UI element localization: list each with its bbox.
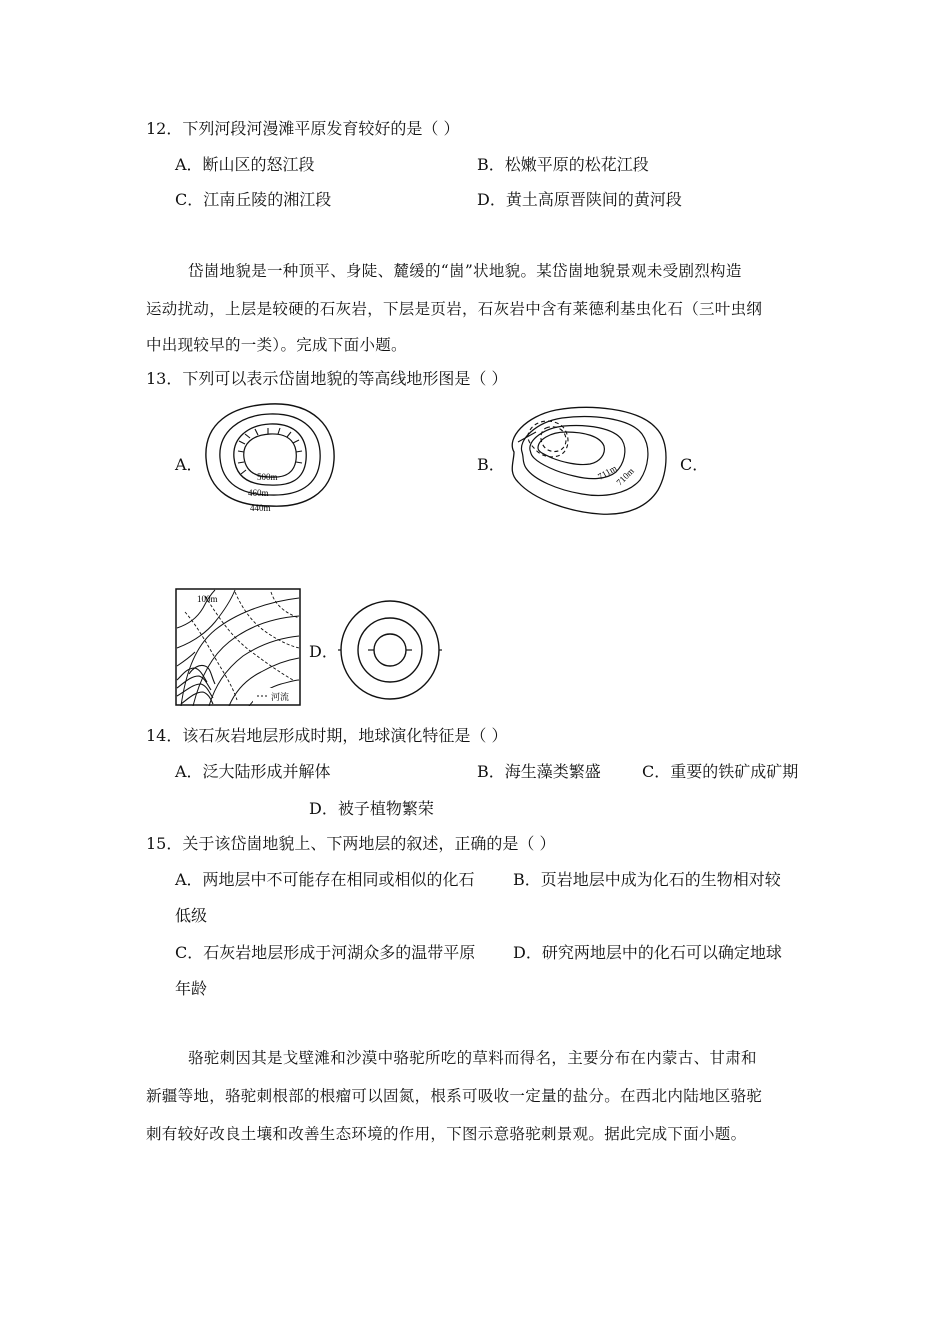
q15-option-d-line2: 年龄: [175, 979, 208, 998]
q13-option-b: B．: [477, 455, 505, 474]
passage1-line2: 运动扰动，上层是较硬的石灰岩，下层是页岩，石灰岩中含有莱德利基虫化石（三叶虫纲: [146, 300, 763, 318]
q14-option-b: B．海生藻类繁盛: [477, 762, 601, 781]
q15-option-a: A．两地层中不可能存在相同或相似的化石: [175, 870, 475, 889]
q12-option-a: A．断山区的怒江段: [175, 155, 315, 174]
q13-option-d: D．: [309, 642, 338, 661]
q12-option-d: D．黄土高原晋陕间的黄河段: [477, 190, 682, 209]
passage1-line3: 中出现较早的一类）。完成下面小题。: [146, 336, 407, 354]
q12-stem: 12．下列河段河漫滩平原发育较好的是（ ）: [146, 119, 460, 138]
contour-label-710m: 710m: [614, 465, 636, 488]
contour-label-100m: 100m: [197, 594, 218, 604]
q14-stem: 14．该石灰岩地层形成时期，地球演化特征是（ ）: [146, 726, 508, 745]
legend-river-label: 河流: [271, 692, 290, 702]
q12-option-b: B．松嫩平原的松花江段: [477, 155, 649, 174]
passage2-line2: 新疆等地，骆驼刺根部的根瘤可以固氮，根系可吸收一定量的盐分。在西北内陆地区骆驼: [146, 1087, 763, 1105]
contour-label-440m: 440m: [250, 503, 271, 513]
q15-option-b-line1: B．页岩地层中成为化石的生物相对较: [513, 870, 781, 889]
q15-option-c: C．石灰岩地层形成于河湖众多的温带平原: [175, 943, 476, 962]
q14-option-c: C．重要的铁矿成矿期: [642, 762, 799, 781]
q15-stem: 15．关于该岱崮地貌上、下两地层的叙述，正确的是（ ）: [146, 834, 556, 853]
q15-option-b-line2: 低级: [175, 906, 208, 925]
contour-map-d: [338, 592, 442, 708]
contour-label-711m: 711m: [596, 462, 619, 482]
q15-option-d-line1: D．研究两地层中的化石可以确定地球: [513, 943, 782, 962]
contour-map-b: [500, 402, 672, 520]
contour-label-460m: 460m: [248, 488, 269, 498]
q13-option-a: A．: [175, 455, 203, 474]
q13-option-c: C．: [680, 455, 709, 474]
passage2-line3: 刺有较好改良土壤和改善生态环境的作用，下图示意骆驼刺景观。据此完成下面小题。: [146, 1125, 747, 1143]
contour-map-c: [175, 588, 301, 706]
passage1-line1: 岱崮地貌是一种顶平、身陡、麓缓的“崮”状地貌。某岱崮地貌景观未受剧烈构造: [188, 262, 742, 280]
q12-option-c: C．江南丘陵的湘江段: [175, 190, 332, 209]
q13-stem: 13．下列可以表示岱崮地貌的等高线地形图是（ ）: [146, 369, 508, 388]
q14-option-a: A．泛大陆形成并解体: [175, 762, 331, 781]
q14-option-d: D．被子植物繁荣: [309, 799, 434, 818]
contour-map-a: [200, 400, 340, 520]
passage2-line1: 骆驼刺因其是戈壁滩和沙漠中骆驼所吃的草料而得名，主要分布在内蒙古、甘肃和: [188, 1049, 757, 1067]
contour-label-500m: 500m: [257, 472, 278, 482]
